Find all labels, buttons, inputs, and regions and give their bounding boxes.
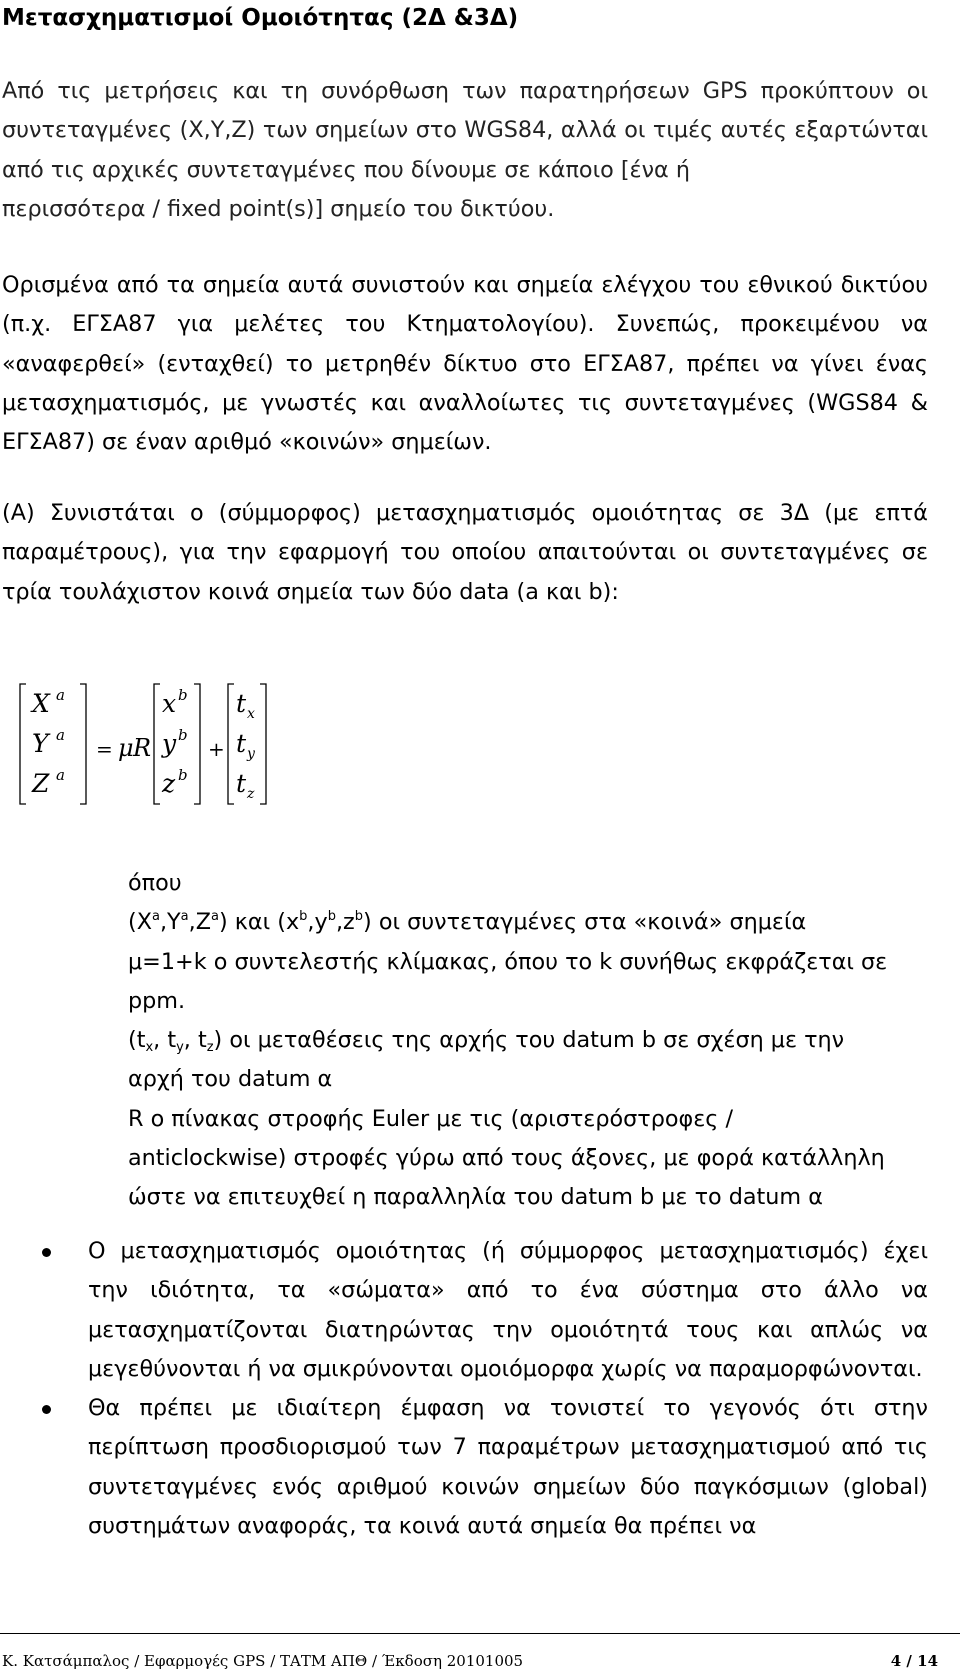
eq-mu: μ: [118, 734, 134, 762]
eq-tx-sub: x: [247, 706, 255, 722]
eq-ty: t: [236, 729, 247, 758]
paragraph-last-line: περισσότερα / fixed point(s)] σημείο του δικτύου.: [2, 195, 555, 222]
footer-text: Κ. Κατσάμπαλος / Εφαρμογές GPS / ΤΑΤΜ ΑΠΘ / Έκδοση 20101005: [2, 1652, 524, 1670]
mid-vector-close-bracket: [194, 684, 200, 804]
paragraph-control-points: Ορισμένα από τα σημεία αυτά συνιστούν και σημεία ελέγχου του εθνικού δικτύου (π.χ. ΕΓΣΑ87 για μελέτες του Κτηματολογίου). Συνεπώς, προκειμένου να «αναφερθεί» (ενταχθεί) το μετρηθέν δίκτυο στο ΕΓΣΑ87, πρέπει να γίνει ένας μετασχηματισμός, με γνωστές και αναλλοίωτες τις συντεταγμένες (WGS84 & ΕΓΣΑ87) σε έναν αριθμό «κοινών» σημείων.: [2, 272, 928, 456]
t-vector-close-bracket: [260, 684, 266, 804]
eq-plus: +: [208, 737, 225, 761]
def-rotation-line1: R ο πίνακας στροφής Euler με τις (αριστερόστροφες /: [128, 1105, 733, 1132]
eq-mid-x-sup: b: [178, 686, 188, 704]
def-rotation-line2: anticlockwise) στροφές γύρω από τους άξονες, με φορά κατάλληλη: [128, 1145, 885, 1172]
def-rotation-line3: ώστε να επιτευχθεί η παραλληλία του datum b με το datum α: [128, 1184, 823, 1211]
bullet-item: [0, 1232, 928, 1389]
eq-left-y-sup: a: [56, 726, 65, 744]
bullet-dot-icon: [42, 1248, 51, 1257]
def-scale-line2: ppm.: [128, 987, 186, 1014]
eq-left-z: Z: [32, 769, 50, 798]
page-footer: [0, 1633, 960, 1679]
paragraph-similarity-3d: (Α) Συνιστάται ο (σύμμορφος) μετασχηματισμός ομοιότητας σε 3Δ (με επτά παραμέτρους), για την εφαρμογή του οποίου απαιτούνται οι συντεταγμένες σε τρία τουλάχιστον κοινά σημεία των δύο data (a και b):: [2, 500, 928, 605]
definitions-block: [128, 864, 928, 1218]
eq-left-x: X: [32, 689, 50, 718]
def-scale-line1: μ=1+k ο συντελεστής κλίμακας, όπου το k συνήθως εκφράζεται σε: [128, 948, 888, 975]
eq-ty-sub: y: [247, 746, 255, 762]
bullet-list: [0, 1232, 960, 1546]
page-title: Μετασχηματισμοί Ομοιότητας (2Δ &3Δ): [2, 5, 519, 31]
t-vector-open-bracket: [228, 684, 234, 804]
eq-mid-x: x: [162, 689, 177, 718]
def-shift-line2: αρχή του datum α: [128, 1066, 333, 1093]
bullet-text: Θα πρέπει με ιδιαίτερη έμφαση να τονιστεί το γεγονός ότι στην περίπτωση προσδιορισμού των 7 παραμέτρων μετασχηματισμού από τις συντεταγμένες ενός αριθμού κοινών σημείων δύο παγκόσμιων (global) συστημάτων αναφοράς, τα κοινά αυτά σημεία θα πρέπει να: [88, 1395, 928, 1540]
eq-left-x-sup: a: [56, 686, 65, 704]
page-number: 4 / 14: [890, 1652, 938, 1670]
eq-mid-z-sup: b: [178, 766, 188, 784]
eq-left-z-sup: a: [56, 766, 65, 784]
eq-mid-y: y: [162, 729, 177, 758]
def-shift-line1: ($t_x$, $t_y$, $t_z$) οι μεταθέσεις της αρχής του datum b σε σχέση με την: [128, 1027, 845, 1056]
bullet-dot-icon: [42, 1405, 51, 1414]
eq-tz-sub: z: [247, 786, 255, 802]
eq-mid-z: z: [162, 769, 176, 798]
eq-rotation-r: R: [133, 734, 152, 762]
left-vector-close-bracket: [80, 684, 86, 804]
mid-vector-open-bracket: [154, 684, 160, 804]
paragraph-text: Από τις μετρήσεις και τη συνόρθωση των παρατηρήσεων GPS προκύπτουν οι συντεταγμένες (X,Y,Z) των σημείων στο WGS84, αλλά οι τιμές αυτές εξαρτώνται από τις αρχικές συντεταγμένες που δίνουμε σε κάποιο [ένα ή: [2, 78, 928, 183]
bullet-text: Ο μετασχηματισμός ομοιότητας (ή σύμμορφος μετασχηματισμός) έχει την ιδιότητα, τα «σώματα» από το ένα σύστημα στο άλλο να μετασχηματίζονται διατηρώντας την ομοιότητά τους και απλώς να μεγεθύνονται ή να σμικρύνονται ομοιόμορφα χωρίς να παραμορφώνονται.: [88, 1238, 928, 1382]
eq-tz: t: [236, 769, 247, 798]
bullet-item: [0, 1389, 928, 1546]
def-coordinates: $(X^a,Y^a,Z^a)$ και $(x^b,y^b,z^b)$ οι συντεταγμένες στα «κοινά» σημεία: [128, 909, 807, 936]
eq-equals: =: [96, 737, 113, 761]
left-vector-open-bracket: [20, 684, 26, 804]
eq-mid-y-sup: b: [178, 726, 188, 744]
def-opou: όπου: [128, 870, 182, 896]
paragraph-gps-coordinates: [2, 72, 928, 229]
eq-tx: t: [236, 689, 247, 718]
eq-left-y: Y: [32, 729, 49, 758]
transformation-equation: [12, 680, 272, 820]
